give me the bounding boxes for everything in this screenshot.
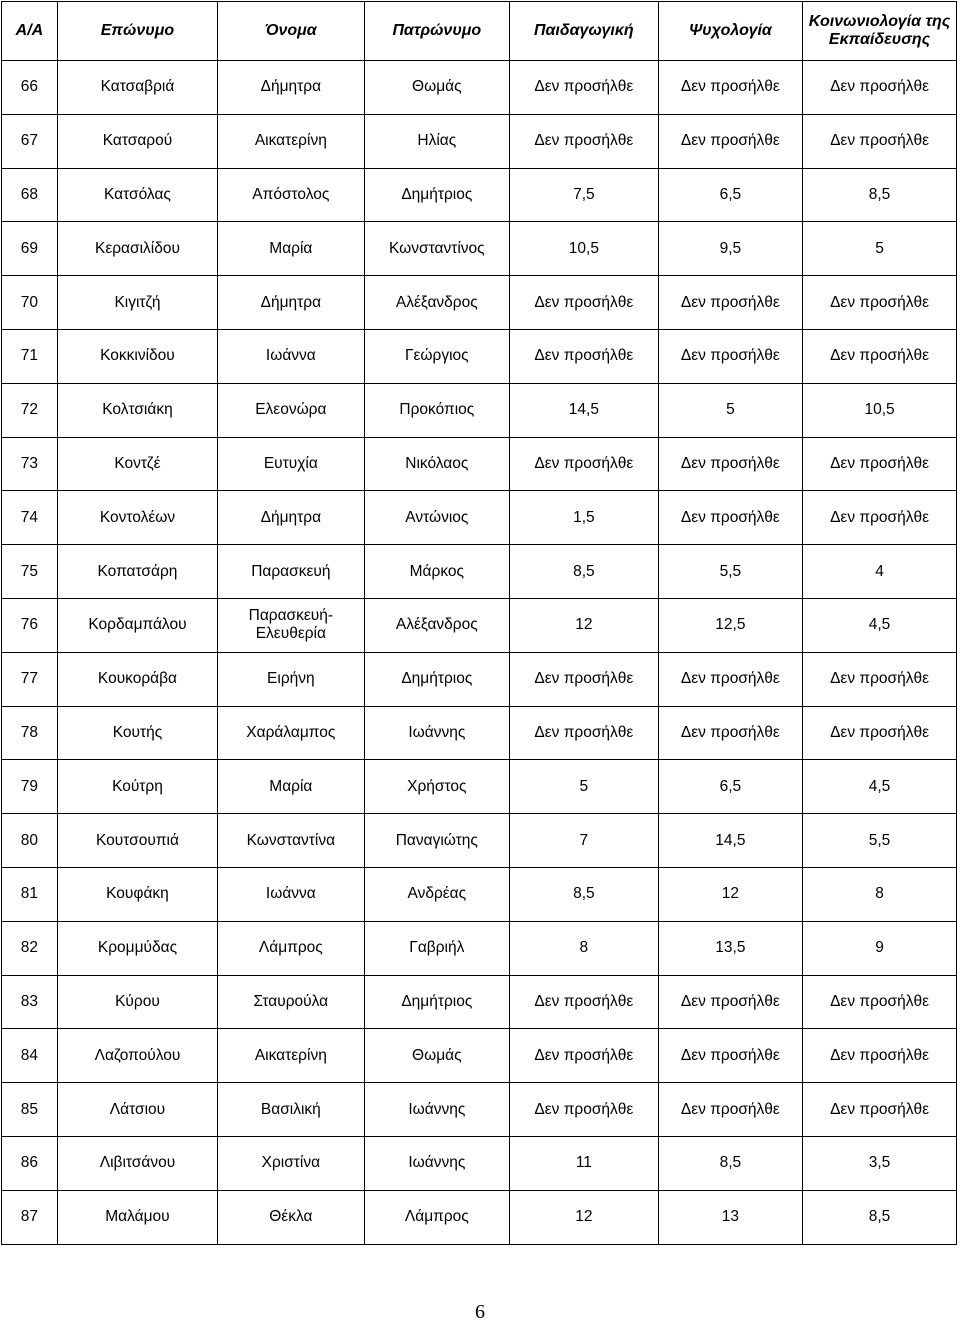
cell-father-name: Ηλίας [364,114,509,168]
cell-first-name: Χαράλαμπος [218,706,365,760]
cell-pedagogy: Δεν προσήλθε [510,276,659,330]
cell-first-name: Λάμπρος [218,921,365,975]
cell-pedagogy: 8,5 [510,867,659,921]
cell-pedagogy: 8 [510,921,659,975]
cell-psychology: Δεν προσήλθε [658,652,802,706]
cell-psychology: 6,5 [658,760,802,814]
cell-surname: Κύρου [57,975,217,1029]
table-row [2,545,957,599]
cell-father-name: Λάμπρος [364,1190,509,1244]
cell-psychology: Δεν προσήλθε [658,1029,802,1083]
table-row [2,1136,957,1190]
cell-sociology: 3,5 [803,1136,957,1190]
cell-psychology: 5,5 [658,545,802,599]
cell-first-name: Παρασκευή [218,545,365,599]
cell-aa: 69 [2,222,58,276]
cell-first-name: Ιωάννα [218,329,365,383]
cell-aa: 75 [2,545,58,599]
cell-surname: Κουφάκη [57,867,217,921]
cell-surname: Κοντολέων [57,491,217,545]
cell-psychology: Δεν προσήλθε [658,61,802,115]
cell-sociology: Δεν προσήλθε [803,276,957,330]
cell-sociology: 9 [803,921,957,975]
cell-pedagogy: Δεν προσήλθε [510,1029,659,1083]
cell-psychology: Δεν προσήλθε [658,329,802,383]
cell-father-name: Προκόπιος [364,383,509,437]
cell-pedagogy: Δεν προσήλθε [510,61,659,115]
table-row [2,1190,957,1244]
cell-aa: 70 [2,276,58,330]
cell-sociology: Δεν προσήλθε [803,114,957,168]
cell-aa: 87 [2,1190,58,1244]
grades-table [1,1,957,1245]
cell-psychology: 12 [658,867,802,921]
cell-father-name: Ιωάννης [364,1083,509,1137]
cell-sociology: Δεν προσήλθε [803,329,957,383]
cell-first-name: Δήμητρα [218,276,365,330]
table-row [2,921,957,975]
table-row [2,652,957,706]
cell-father-name: Γαβριήλ [364,921,509,975]
cell-sociology: 10,5 [803,383,957,437]
cell-psychology: Δεν προσήλθε [658,114,802,168]
cell-psychology: Δεν προσήλθε [658,276,802,330]
cell-pedagogy: 7 [510,814,659,868]
cell-first-name: Μαρία [218,760,365,814]
cell-surname: Κορδαμπάλου [57,598,217,652]
cell-first-name: Θέκλα [218,1190,365,1244]
cell-surname: Κερασιλίδου [57,222,217,276]
cell-aa: 86 [2,1136,58,1190]
table-row [2,276,957,330]
table-row [2,437,957,491]
cell-surname: Κολτσιάκη [57,383,217,437]
cell-first-name: Ελεονώρα [218,383,365,437]
cell-psychology: Δεν προσήλθε [658,975,802,1029]
cell-pedagogy: Δεν προσήλθε [510,1083,659,1137]
header-father-name: Πατρώνυμο [364,2,509,61]
cell-sociology: Δεν προσήλθε [803,975,957,1029]
cell-sociology: Δεν προσήλθε [803,437,957,491]
page-number: 6 [475,1301,485,1323]
cell-psychology: Δεν προσήλθε [658,437,802,491]
cell-aa: 77 [2,652,58,706]
cell-psychology: Δεν προσήλθε [658,706,802,760]
table-row [2,168,957,222]
cell-first-name: Δήμητρα [218,61,365,115]
cell-aa: 74 [2,491,58,545]
cell-aa: 82 [2,921,58,975]
cell-surname: Κουτής [57,706,217,760]
header-first-name: Όνομα [218,2,365,61]
cell-first-name: Αικατερίνη [218,114,365,168]
cell-aa: 80 [2,814,58,868]
table-row [2,706,957,760]
cell-first-name: Βασιλική [218,1083,365,1137]
header-sociology-of-education: Κοινωνιολογία της Εκπαίδευσης [803,2,957,61]
cell-pedagogy: 14,5 [510,383,659,437]
cell-father-name: Αλέξανδρος [364,276,509,330]
table-row [2,114,957,168]
cell-pedagogy: Δεν προσήλθε [510,114,659,168]
cell-aa: 81 [2,867,58,921]
cell-father-name: Παναγιώτης [364,814,509,868]
cell-sociology: Δεν προσήλθε [803,61,957,115]
cell-father-name: Δημήτριος [364,652,509,706]
cell-father-name: Θωμάς [364,1029,509,1083]
cell-sociology: 4,5 [803,760,957,814]
cell-pedagogy: Δεν προσήλθε [510,706,659,760]
cell-aa: 85 [2,1083,58,1137]
cell-aa: 73 [2,437,58,491]
cell-surname: Κουκοράβα [57,652,217,706]
cell-sociology: Δεν προσήλθε [803,706,957,760]
cell-surname: Λαζοπούλου [57,1029,217,1083]
cell-psychology: 13,5 [658,921,802,975]
cell-sociology: 8 [803,867,957,921]
cell-psychology: Δεν προσήλθε [658,1083,802,1137]
cell-pedagogy: 12 [510,598,659,652]
cell-psychology: 8,5 [658,1136,802,1190]
cell-father-name: Κωνσταντίνος [364,222,509,276]
cell-father-name: Δημήτριος [364,975,509,1029]
cell-aa: 78 [2,706,58,760]
cell-first-name: Δήμητρα [218,491,365,545]
table-row [2,814,957,868]
cell-psychology: 14,5 [658,814,802,868]
cell-father-name: Αντώνιος [364,491,509,545]
cell-surname: Κουτσουπιά [57,814,217,868]
cell-surname: Κούτρη [57,760,217,814]
table-row [2,975,957,1029]
table-row [2,491,957,545]
cell-first-name: Αικατερίνη [218,1029,365,1083]
cell-father-name: Μάρκος [364,545,509,599]
table-row [2,598,957,652]
cell-psychology: 6,5 [658,168,802,222]
table-row [2,1083,957,1137]
cell-pedagogy: 8,5 [510,545,659,599]
cell-aa: 79 [2,760,58,814]
cell-first-name: Μαρία [218,222,365,276]
cell-pedagogy: Δεν προσήλθε [510,652,659,706]
header-aa: Α/Α [2,2,58,61]
cell-sociology: Δεν προσήλθε [803,652,957,706]
cell-surname: Λάτσιου [57,1083,217,1137]
cell-first-name: Χριστίνα [218,1136,365,1190]
table-row [2,867,957,921]
cell-first-name: Παρασκευή-Ελευθερία [218,598,365,652]
cell-aa: 84 [2,1029,58,1083]
table-row [2,1029,957,1083]
cell-psychology: Δεν προσήλθε [658,491,802,545]
cell-sociology: 4 [803,545,957,599]
cell-father-name: Χρήστος [364,760,509,814]
cell-pedagogy: 1,5 [510,491,659,545]
cell-aa: 67 [2,114,58,168]
cell-father-name: Αλέξανδρος [364,598,509,652]
cell-aa: 66 [2,61,58,115]
cell-sociology: Δεν προσήλθε [803,491,957,545]
cell-surname: Κατσόλας [57,168,217,222]
cell-surname: Μαλάμου [57,1190,217,1244]
table-row [2,222,957,276]
cell-surname: Κοντζέ [57,437,217,491]
cell-first-name: Ειρήνη [218,652,365,706]
cell-sociology: 5 [803,222,957,276]
cell-psychology: 5 [658,383,802,437]
header-surname: Επώνυμο [57,2,217,61]
cell-pedagogy: Δεν προσήλθε [510,437,659,491]
cell-pedagogy: 12 [510,1190,659,1244]
cell-pedagogy: Δεν προσήλθε [510,329,659,383]
cell-father-name: Θωμάς [364,61,509,115]
cell-first-name: Σταυρούλα [218,975,365,1029]
cell-father-name: Νικόλαος [364,437,509,491]
cell-surname: Κοπατσάρη [57,545,217,599]
cell-father-name: Ανδρέας [364,867,509,921]
cell-aa: 83 [2,975,58,1029]
table-row [2,383,957,437]
cell-pedagogy: 7,5 [510,168,659,222]
cell-psychology: 12,5 [658,598,802,652]
header-pedagogy: Παιδαγωγική [510,2,659,61]
cell-first-name: Ευτυχία [218,437,365,491]
cell-psychology: 9,5 [658,222,802,276]
cell-sociology: Δεν προσήλθε [803,1083,957,1137]
cell-sociology: 5,5 [803,814,957,868]
cell-sociology: 8,5 [803,168,957,222]
cell-pedagogy: 5 [510,760,659,814]
header-psychology: Ψυχολογία [658,2,802,61]
cell-pedagogy: 10,5 [510,222,659,276]
cell-first-name: Απόστολος [218,168,365,222]
cell-surname: Κατσαβριά [57,61,217,115]
cell-sociology: 4,5 [803,598,957,652]
cell-father-name: Γεώργιος [364,329,509,383]
cell-first-name: Ιωάννα [218,867,365,921]
cell-father-name: Ιωάννης [364,1136,509,1190]
cell-sociology: 8,5 [803,1190,957,1244]
cell-pedagogy: Δεν προσήλθε [510,975,659,1029]
cell-aa: 72 [2,383,58,437]
cell-father-name: Δημήτριος [364,168,509,222]
cell-aa: 71 [2,329,58,383]
table-row [2,61,957,115]
cell-sociology: Δεν προσήλθε [803,1029,957,1083]
table-body [2,61,957,1245]
cell-first-name: Κωνσταντίνα [218,814,365,868]
cell-surname: Κιγιτζή [57,276,217,330]
cell-surname: Κρομμύδας [57,921,217,975]
cell-aa: 76 [2,598,58,652]
header-row [2,2,957,61]
table-row [2,760,957,814]
cell-surname: Κοκκινίδου [57,329,217,383]
cell-surname: Λιβιτσάνου [57,1136,217,1190]
cell-aa: 68 [2,168,58,222]
cell-psychology: 13 [658,1190,802,1244]
cell-pedagogy: 11 [510,1136,659,1190]
cell-father-name: Ιωάννης [364,706,509,760]
table-row [2,329,957,383]
cell-surname: Κατσαρού [57,114,217,168]
